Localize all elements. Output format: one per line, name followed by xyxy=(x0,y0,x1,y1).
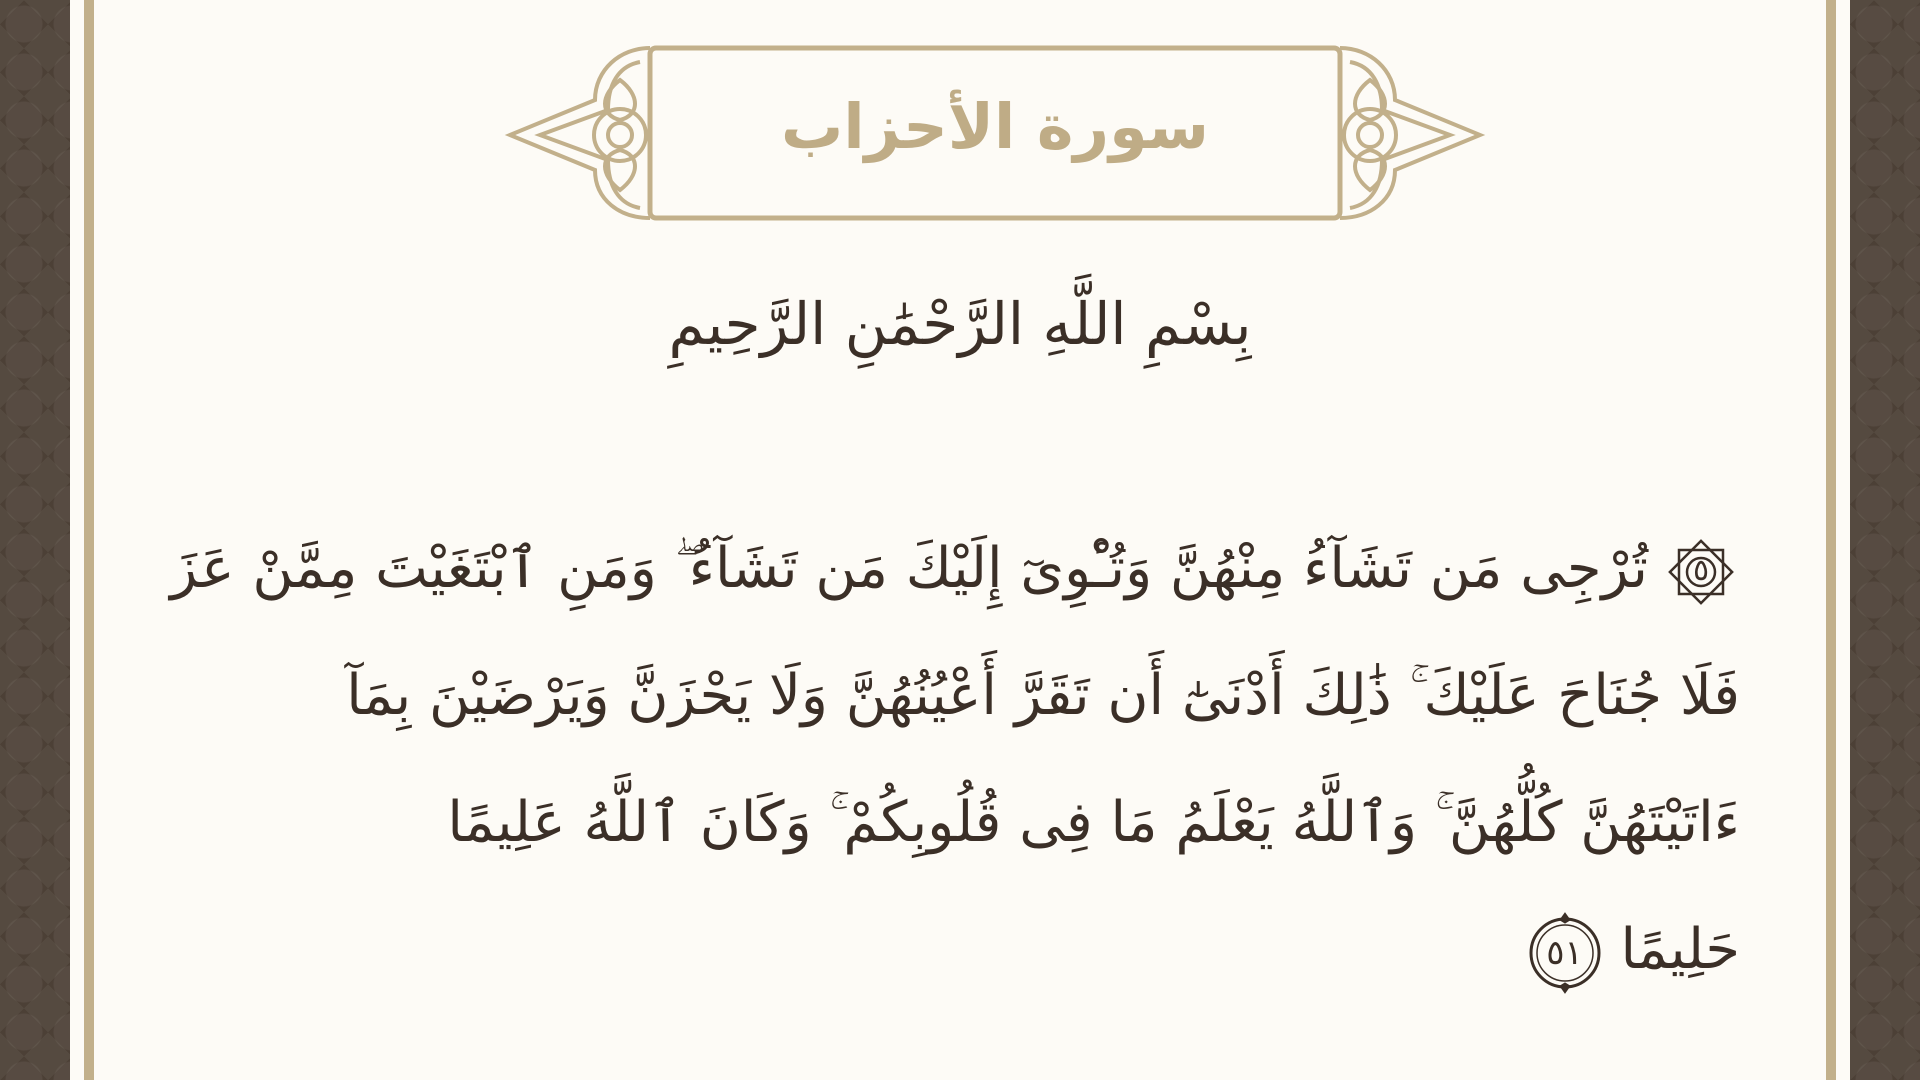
hizb-marker xyxy=(1662,533,1740,611)
verse-line-1 xyxy=(20,505,1740,632)
mushaf-page xyxy=(70,0,1850,1080)
verse-line-2: فَلَا جُنَاحَ عَلَيْكَ ۚ ذَٰلِكَ أَدْنَىٰٓ أَن تَقَرَّ أَعْيُنُهُنَّ وَلَا يَحْزَنَّ وَيَرْضَيْنَ بِمَآ xyxy=(346,663,1740,728)
verse-line-1-text: تُرْجِى مَن تَشَآءُ مِنْهُنَّ وَتُـْٔوِىٓ إِلَيْكَ مَن تَشَآءُ ۖ وَمَنِ ٱبْتَغَيْتَ مِمَّنْ عَزَ xyxy=(170,536,1648,601)
ayah-number: ٥١ xyxy=(1546,932,1583,973)
ayah-marker xyxy=(1523,911,1607,995)
verse-text xyxy=(20,505,1740,1013)
gold-rule-right xyxy=(1826,0,1836,1080)
hizb-marker-number: ٥ xyxy=(1692,552,1710,588)
verse-line-3: ءَاتَيْتَهُنَّ كُلُّهُنَّ ۚ وَٱللَّهُ يَعْلَمُ مَا فِى قُلُوبِكُمْ ۚ وَكَانَ ٱللَّهُ عَلِيمًا xyxy=(447,790,1740,855)
decorative-border-right xyxy=(1850,0,1920,1080)
surah-title-frame xyxy=(500,40,1490,230)
verse-line-4 xyxy=(20,886,1740,1013)
basmala: بِسْمِ اللَّهِ الرَّحْمَٰنِ الرَّحِيمِ xyxy=(668,290,1252,358)
surah-title: سورة الأحزاب xyxy=(781,90,1209,163)
verse-line-4-text: حَلِيمًا xyxy=(1620,917,1740,982)
